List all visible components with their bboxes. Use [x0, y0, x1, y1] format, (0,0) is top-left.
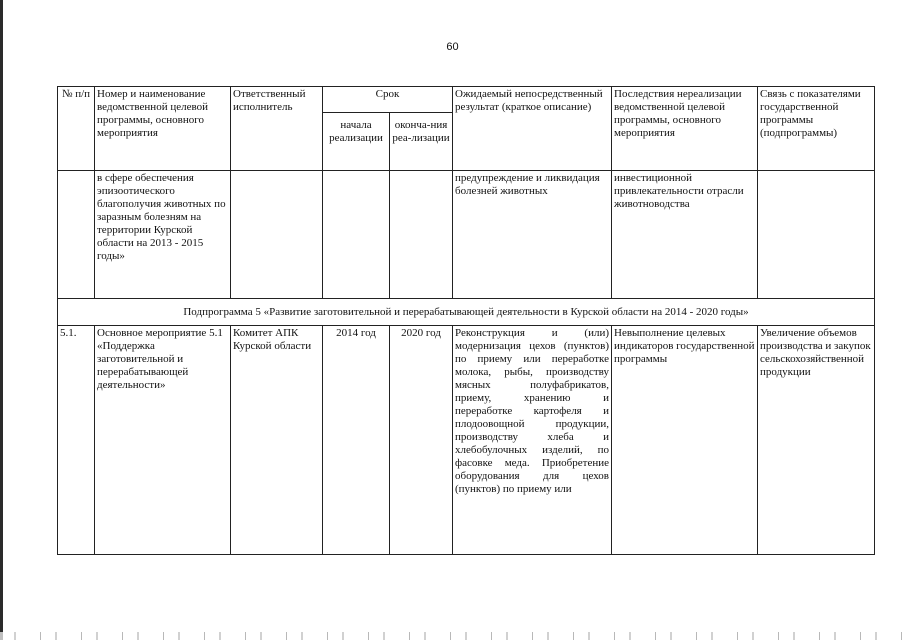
- cell-link: [758, 171, 875, 299]
- header-responsible: Ответственный исполнитель: [231, 87, 323, 171]
- header-row: [58, 87, 875, 113]
- cell-start: [323, 171, 390, 299]
- row-5-1-name: Основное мероприятие 5.1 «Поддержка заготовительной и перерабатывающей деятельности»: [95, 326, 231, 555]
- page-left-edge: [0, 0, 3, 640]
- row-5-1-consequences: Невыполнение целевых индикаторов государственной программы: [612, 326, 758, 555]
- row-5-1-expected: Реконструкция и (или) модернизация цехов (пунктов) по приему или переработке молока, рыбы, производству мясных полуфабрикатов, приему, хранению и переработке картофеля и плодоовощной продукции, производству хлеба и хлебобулочных изделий, по фасовке меда. Приобретение оборудования для цехов (пунктов) по приему или: [453, 326, 612, 555]
- header-num: № п/п: [58, 87, 95, 171]
- header-name: Номер и наименование ведомственной целевой программы, основного мероприятия: [95, 87, 231, 171]
- row-5-1-num: 5.1.: [58, 326, 95, 555]
- subprogram-row: [58, 299, 875, 326]
- page-number: 60: [446, 41, 459, 53]
- header-consequences: Последствия нереализации ведомственной целевой программы, основного мероприятия: [612, 87, 758, 171]
- program-table: [57, 86, 875, 555]
- continuation-row: [58, 171, 875, 299]
- header-term-start: начала реализации: [323, 113, 390, 171]
- row-5-1-start: 2014 год: [323, 326, 390, 555]
- header-expected: Ожидаемый непосредственный результат (краткое описание): [453, 87, 612, 171]
- cell-expected: предупреждение и ликвидация болезней животных: [453, 171, 612, 299]
- cell-name: в сфере обеспечения эпизоотического благополучия животных по заразным болезням на территории Курской области на 2013 - 2015 годы»: [95, 171, 231, 299]
- header-term: Срок: [323, 87, 453, 113]
- subprogram-title: Подпрограмма 5 «Развитие заготовительной и перерабатывающей деятельности в Курской области на 2014 - 2020 годы»: [58, 299, 875, 326]
- cell-num: [58, 171, 95, 299]
- header-link: Связь с показателями государственной программы (подпрограммы): [758, 87, 875, 171]
- row-5-1-link: Увеличение объемов производства и закупок сельскохозяйственной продукции: [758, 326, 875, 555]
- cell-consequences: инвестиционной привлекательности отрасли животноводства: [612, 171, 758, 299]
- header-term-end: оконча-ния реа-лизации: [390, 113, 453, 171]
- scan-bottom-noise: [0, 632, 905, 640]
- cell-end: [390, 171, 453, 299]
- row-5-1-end: 2020 год: [390, 326, 453, 555]
- row-5-1-responsible: Комитет АПК Курской области: [231, 326, 323, 555]
- row-5-1: [58, 326, 875, 555]
- cell-responsible: [231, 171, 323, 299]
